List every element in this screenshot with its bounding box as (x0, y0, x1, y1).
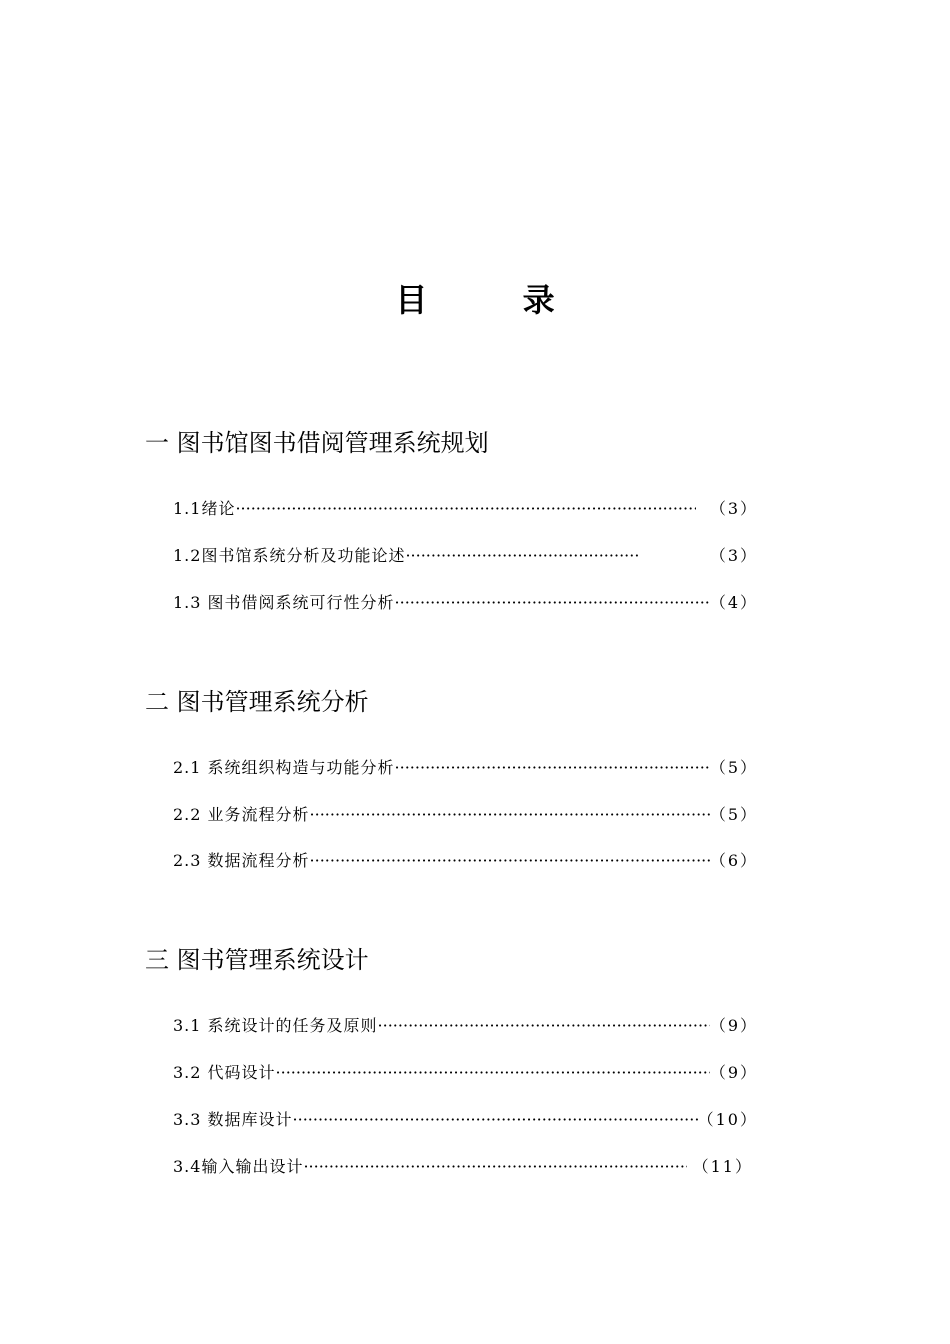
toc-entry-1-3[interactable] (173, 592, 758, 614)
dot-leader (310, 850, 710, 872)
toc-entry-1-1[interactable] (173, 498, 758, 520)
dot-leader (378, 1015, 710, 1037)
toc-entry-page: （9） (709, 1016, 758, 1035)
toc-entry-page: （5） (709, 758, 758, 777)
toc-entry-page: （5） (709, 805, 758, 824)
toc-entry-label: 2.1 系统组织构造与功能分析 (173, 758, 395, 777)
chapter-heading-2: 二 图书管理系统分析 (145, 688, 369, 716)
toc-entry-label: 1.1绪论 (173, 499, 236, 518)
dot-leader (293, 1109, 698, 1131)
toc-entry-page: （4） (709, 593, 758, 612)
toc-entry-label: 1.2图书馆系统分析及功能论述 (173, 546, 406, 565)
toc-entry-1-2[interactable] (173, 545, 758, 567)
toc-entry-page: （3） (709, 546, 758, 565)
dot-leader (310, 804, 710, 826)
dot-leader (395, 592, 710, 614)
toc-entry-label: 3.2 代码设计 (173, 1063, 276, 1082)
toc-entry-page: （9） (709, 1063, 758, 1082)
toc-entry-label: 2.3 数据流程分析 (173, 851, 310, 870)
dot-leader (303, 1156, 686, 1178)
toc-entry-label: 2.2 业务流程分析 (173, 805, 310, 824)
toc-entry-3-2[interactable] (173, 1062, 758, 1084)
toc-entry-page: （6） (709, 851, 758, 870)
dot-leader (276, 1062, 710, 1084)
toc-entry-page: （11） (692, 1157, 753, 1176)
dot-leader (235, 498, 695, 520)
chapter-heading-1: 一 图书馆图书借阅管理系统规划 (145, 429, 489, 457)
toc-entry-page: （10） (697, 1110, 758, 1129)
toc-entry-label: 3.4输入输出设计 (173, 1157, 304, 1176)
toc-entry-page: （3） (709, 499, 758, 518)
page-title: 目 录 (395, 281, 597, 319)
toc-entry-label: 3.3 数据库设计 (173, 1110, 293, 1129)
toc-entry-label: 3.1 系统设计的任务及原则 (173, 1016, 378, 1035)
toc-entry-3-3[interactable] (173, 1109, 758, 1131)
chapter-heading-3: 三 图书管理系统设计 (145, 946, 369, 974)
dot-leader (405, 545, 640, 567)
toc-entry-3-1[interactable] (173, 1015, 758, 1037)
dot-leader (395, 757, 710, 779)
toc-entry-2-3[interactable] (173, 850, 758, 872)
toc-entry-label: 1.3 图书借阅系统可行性分析 (173, 593, 395, 612)
toc-entry-3-4[interactable] (173, 1156, 753, 1178)
toc-entry-2-2[interactable] (173, 804, 758, 826)
toc-entry-2-1[interactable] (173, 757, 758, 779)
